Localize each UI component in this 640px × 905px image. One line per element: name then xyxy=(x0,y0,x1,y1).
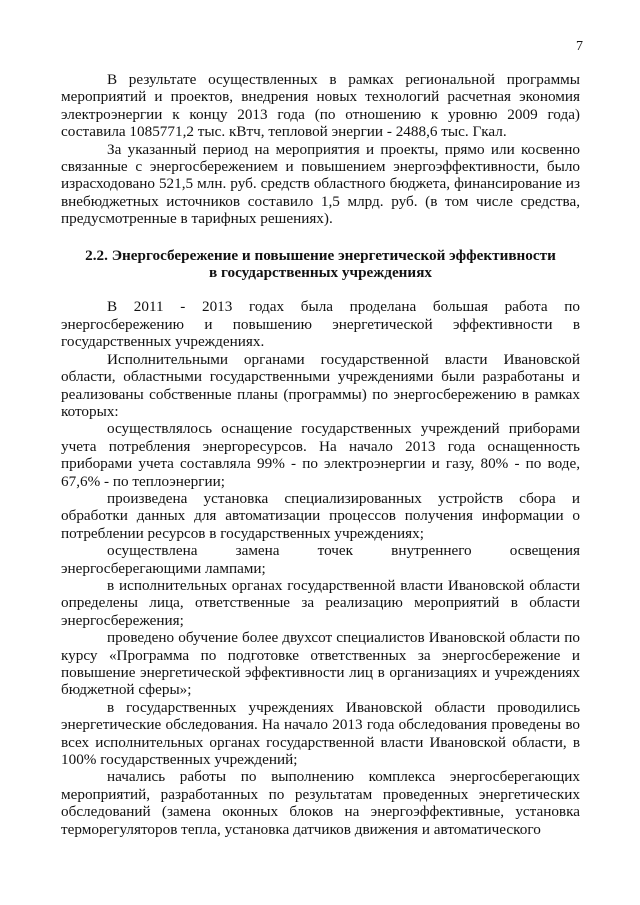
paragraph: В 2011 - 2013 годах была проделана большая работа по энергосбережению и повышению энергетической эффективности в государственных учреждениях. xyxy=(61,298,580,351)
paragraph: Исполнительными органами государственной власти Ивановской области, областными государственными учреждениями были разработаны и реализованы собственные планы (программы) по энергосбережению в рамках которых: xyxy=(61,350,580,420)
page-number: 7 xyxy=(576,39,583,54)
list-item: начались работы по выполнению комплекса энергосберегающих мероприятий, разработанных по результатам проведенных энергетических обследований (замена оконных блоков на энергоэффективные, установка терморегуляторов тепла, установка датчиков движения и автоматического xyxy=(61,768,580,838)
section-heading-line: 2.2. Энергосбережение и повышение энергетической эффективности xyxy=(85,246,556,264)
paragraph: В результате осуществленных в рамках региональной программы мероприятий и проектов, внедрения новых технологий расчетная экономия электроэнергии к концу 2013 года (по отношению к уровню 2009 года) составила 1085771,2 тыс. кВтч, тепловой энергии - 2488,6 тыс. Гкал. xyxy=(61,71,580,141)
section-heading-line: в государственных учреждениях xyxy=(209,264,432,282)
list-item: осуществлялось оснащение государственных учреждений приборами учета потребления энергоресурсов. На начало 2013 года оснащенность приборами учета составляла 99% - по электроэнергии и газу, 80% - по воде, 67,6% - по теплоэнергии; xyxy=(61,420,580,490)
document-body xyxy=(61,71,580,838)
section-heading xyxy=(61,247,580,282)
list-item: осуществлена замена точек внутреннего освещения энергосберегающими лампами; xyxy=(61,542,580,577)
list-item: в государственных учреждениях Ивановской области проводились энергетические обследования. На начало 2013 года обследования проведены во всех исполнительных органах государственной власти Ивановской области, в 100% государственных учреждений; xyxy=(61,698,580,769)
list-item: произведена установка специализированных устройств сбора и обработки данных для автоматизации процессов получения информации о потреблении ресурсов в государственных учреждениях; xyxy=(61,489,580,542)
list-item: проведено обучение более двухсот специалистов Ивановской области по курсу «Программа по подготовке ответственных за энергосбережение и повышение энергетической эффективности лиц в организациях и учреждениях бюджетной сферы»; xyxy=(61,629,580,699)
list-item: в исполнительных органах государственной власти Ивановской области определены лица, ответственные за реализацию мероприятий в области энергосбережения; xyxy=(61,576,580,629)
paragraph: За указанный период на мероприятия и проекты, прямо или косвенно связанные с энергосбережением и повышением энергоэффективности, было израсходовано 521,5 млн. руб. средств областного бюджета, финансирование из внебюджетных источников составило 1,5 млрд. руб. (в том числе средства, предусмотренные в тарифных решениях). xyxy=(61,140,580,228)
